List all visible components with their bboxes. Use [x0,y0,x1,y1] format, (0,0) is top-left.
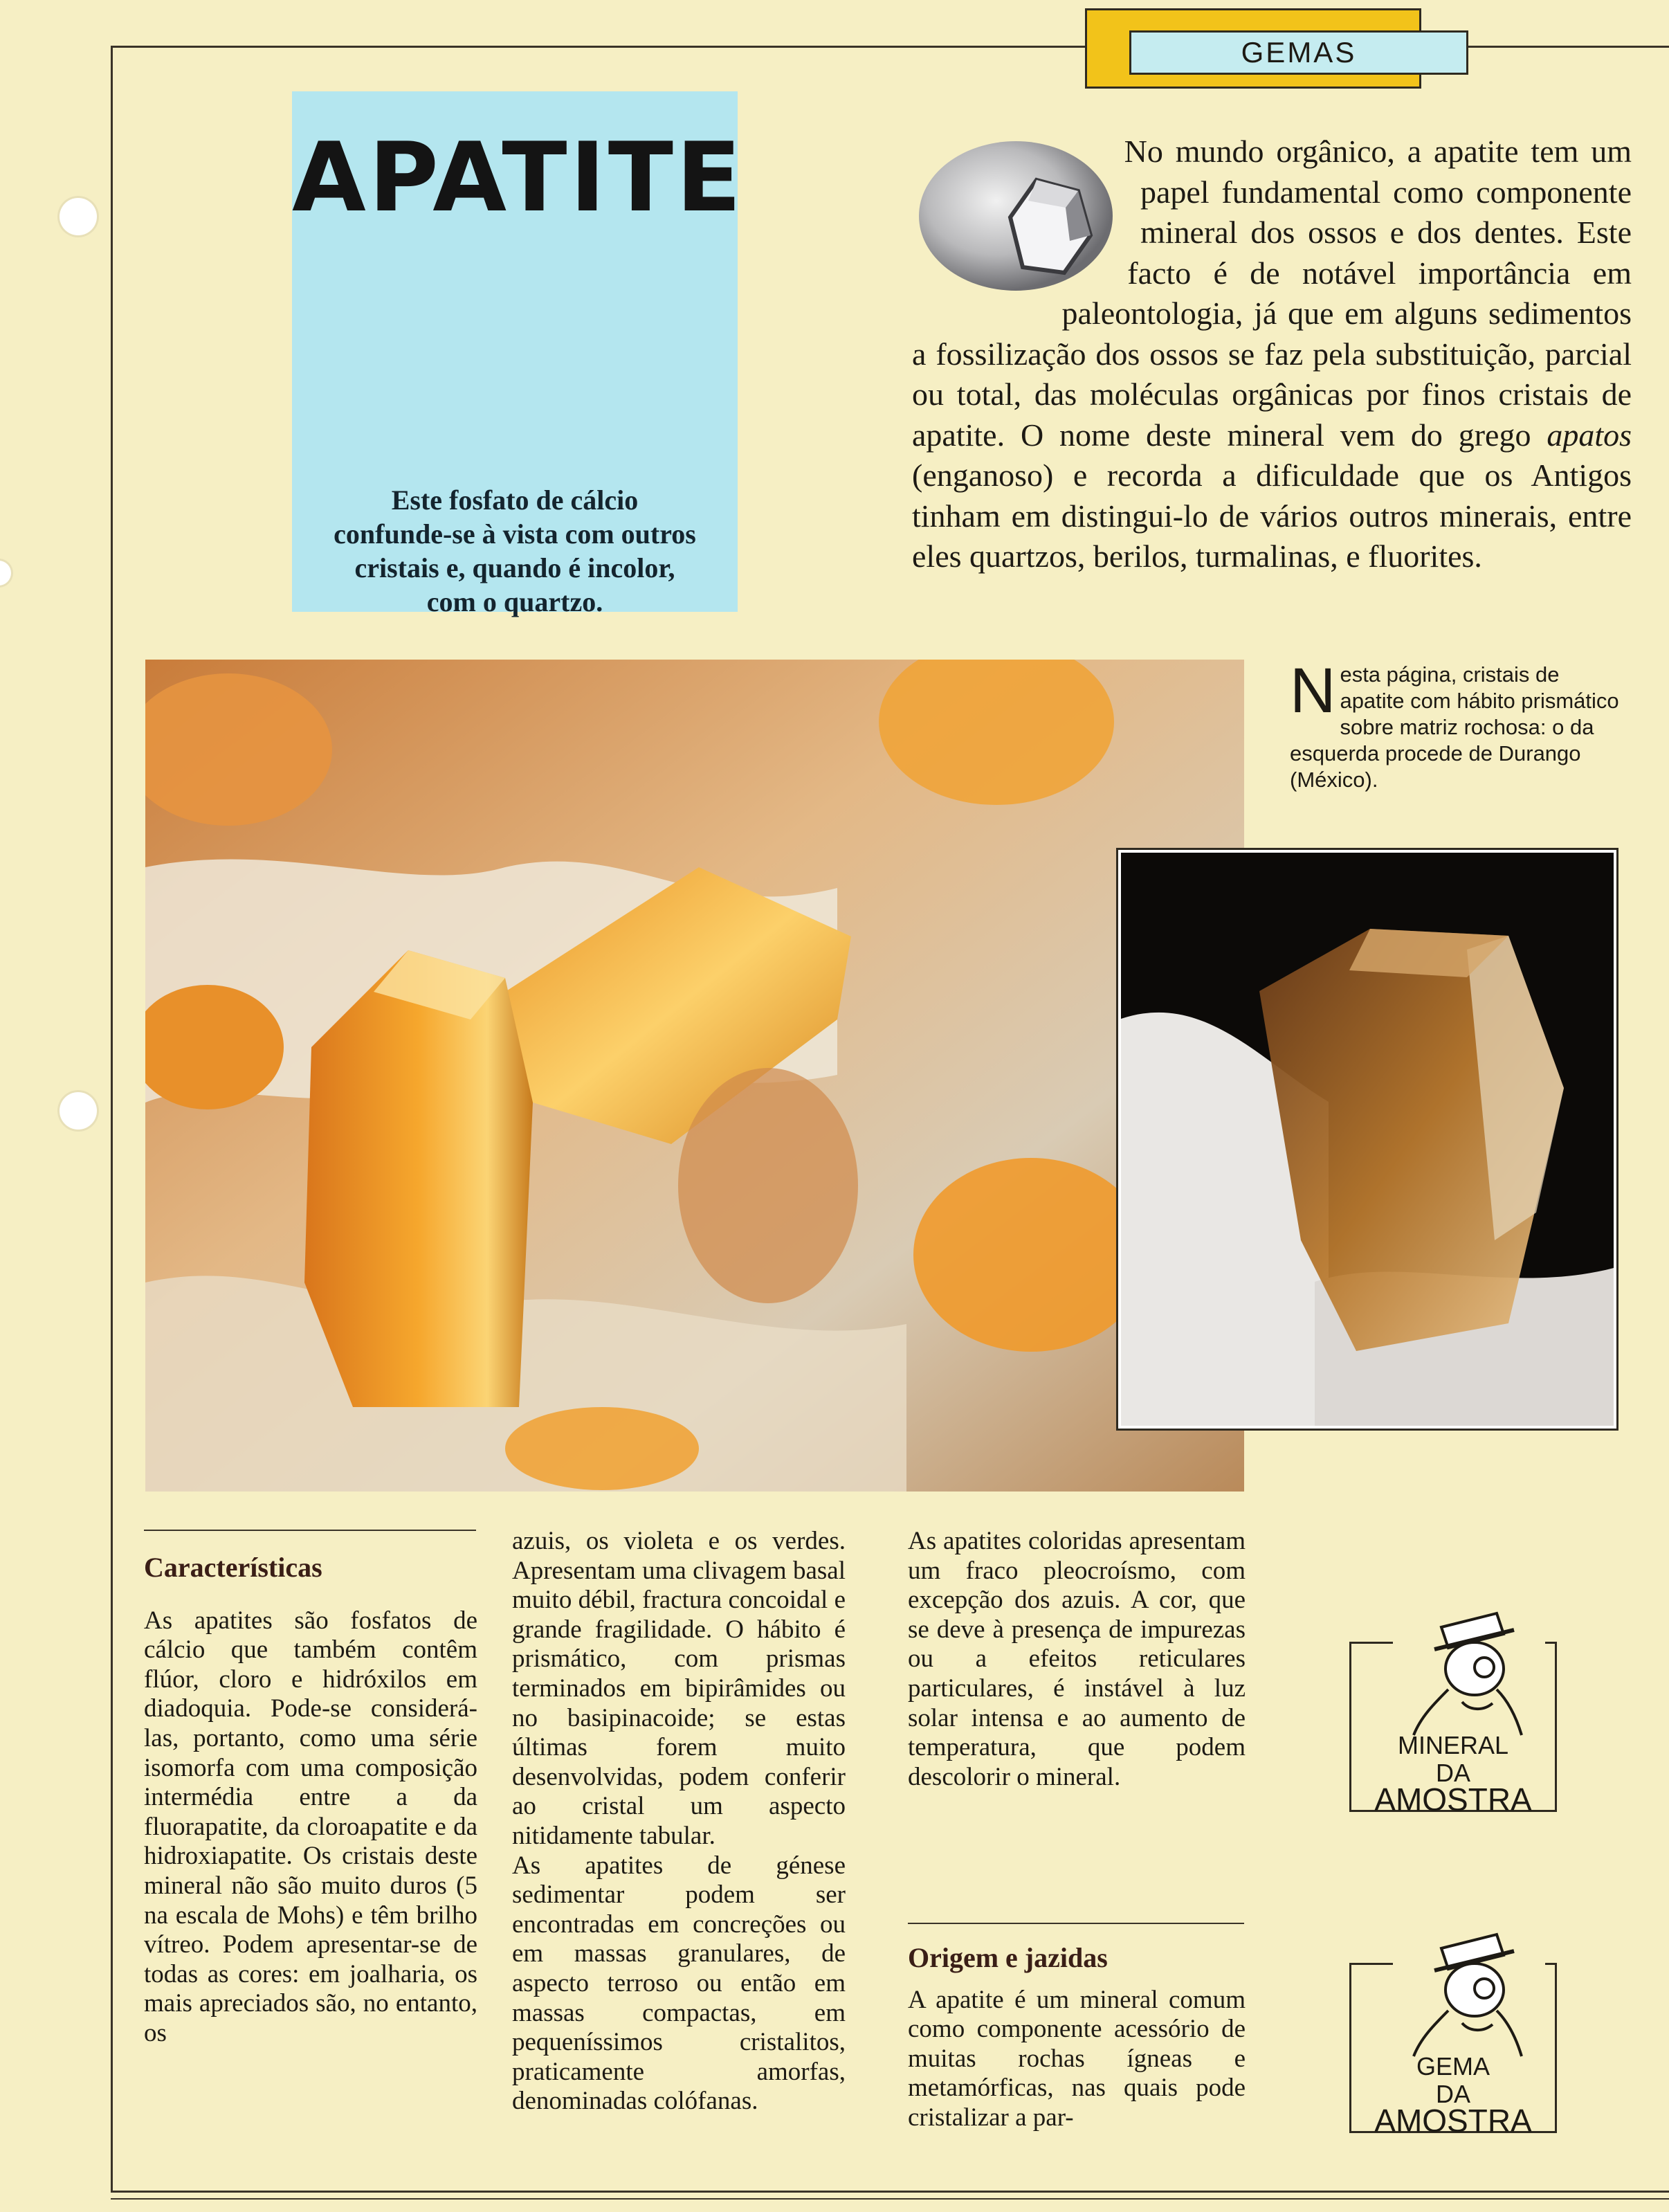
badge-gema-line1: GEMA [1416,2052,1490,2080]
page-subtitle: Este fosfato de cálcio confunde-se à vista com outros cristais e, quando é incolor, com o quartzo. [334,484,696,617]
photo-caption [1290,655,1622,793]
column-rule-origem [908,1923,1244,1924]
badge-gema-da-amostra [1349,1963,1557,2139]
badge-mineral-line1: MINERAL [1397,1731,1509,1759]
badge-gema-line2: DA [1435,2080,1470,2108]
photo-apatite-durango [145,660,1244,1492]
crystal-icon [912,132,1127,298]
page-title: APATITE [292,122,745,233]
intro-paragraph [912,132,1632,577]
badge-mineral-da-amostra [1349,1642,1557,1817]
column-2 [512,1527,846,2116]
caption-text: esta página, cristais de apatite com hábito prismático sobre matriz rochosa: o da esquerda procede de Durango (México). [1290,662,1619,792]
intro-text-2: (enganoso) e recorda a dificuldade que os Antigos tinham em distingui-lo de vários outros minerais, entre eles quartzos, berilos, turmalinas, e fluorites. [912,457,1632,574]
section-tab: GEMAS [1129,30,1468,75]
column-1 [144,1553,477,2049]
heading-origem-jazidas: Origem e jazidas [908,1942,1108,1973]
column-2-text-1: azuis, os violeta e os verdes. Apresentam uma clivagem basal muito débil, fractura concoidal e grande fragilidade. O hábito é prismático, com prismas terminados em bipirâmides ou no basipinacoide; se estas últimas forem muito desenvolvidas, podem conferir ao cristal um aspecto nitidamente tabular. [512,1527,846,1850]
collector-figure-icon [1393,1586,1545,1738]
page-frame-bottom-rule [111,2198,1669,2200]
origem-text: A apatite é um mineral comum como componente acessório de muitas rochas ígneas e metamórficas, nas quais pode cristalizar a par- [908,1985,1246,2132]
intro-italic-term: apatos [1547,417,1632,453]
binder-hole-middle [60,1092,97,1130]
column-rule-caracteristicas [144,1530,476,1531]
photo-apatite-crystal [1118,850,1616,1429]
collector-figure-icon [1393,1907,1545,2059]
column-3-origem [908,1943,1246,2133]
binder-hole-top [60,198,97,235]
caption-dropcap: N [1290,655,1336,726]
badge-mineral-line3: AMOSTRA [1374,1782,1532,1817]
intro-text-1: No mundo orgânico, a apatite tem um papel fundamental como componente mineral dos ossos e dos dentes. Este facto é de notável importância em paleontologia, já que em alguns sedimentos a fossilização dos ossos se faz pela substituição, parcial ou total, das moléculas orgânicas por finos cristais de apatite. O nome deste mineral vem do grego [912,134,1632,453]
badge-mineral-line2: DA [1435,1759,1470,1787]
title-box [292,91,745,617]
binder-hole-edge [0,561,11,586]
column-3 [908,1527,1246,1792]
column-1-text: As apatites são fosfatos de cálcio que também contêm flúor, cloro e hidróxilos em diadoquia. Pode-se considerá-las, portanto, como uma série isomorfa com uma composição intermédia entre a da fluorapatite, da cloroapatite e da hidroxiapatite. Os cristais deste mineral não são muito duros (5 na escala de Mohs) e têm brilho vítreo. Podem apresentar-se de todas as cores: em joalharia, os mais apreciados são, no entanto, os [144,1606,477,2047]
badge-gema-line3: AMOSTRA [1374,2103,1532,2139]
column-3-text: As apatites coloridas apresentam um fraco pleocroísmo, com excepção dos azuis. A cor, que se deve à presença de impurezas ou a efeitos reticulares particulares, é instável à luz solar intensa e ao aumento de temperatura, que podem descolorir o mineral. [908,1527,1246,1791]
column-2-text-2: As apatites de génese sedimentar podem ser encontradas em concreções ou em massas granulares, de aspecto terroso ou então em massas compactas, em pequeníssimos cristalitos, praticamente amorfas, denominadas colófanas. [512,1851,846,2116]
heading-caracteristicas: Características [144,1552,322,1583]
